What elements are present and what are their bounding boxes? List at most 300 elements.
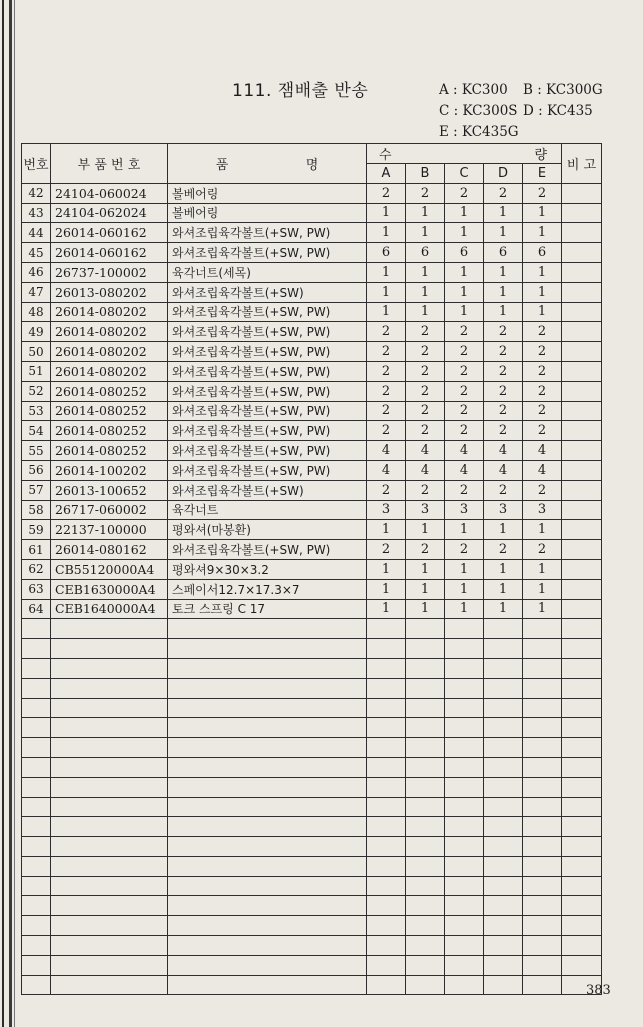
empty-cell	[22, 639, 51, 659]
empty-table-row	[22, 658, 602, 678]
row-qty-d: 2	[484, 540, 523, 560]
empty-cell	[367, 896, 406, 916]
empty-cell	[168, 718, 367, 738]
empty-cell	[406, 955, 445, 975]
row-qty-a: 2	[367, 361, 406, 381]
row-part-name: 와셔조립육각볼트(+SW, PW)	[168, 460, 367, 480]
row-part-name: 와셔조립육각볼트(+SW, PW)	[168, 302, 367, 322]
empty-cell	[51, 718, 168, 738]
row-qty-e: 4	[523, 460, 562, 480]
row-qty-b: 1	[406, 520, 445, 540]
row-no: 44	[22, 223, 51, 243]
empty-cell	[523, 955, 562, 975]
model-c: C : KC300S	[439, 103, 518, 119]
row-qty-b: 2	[406, 480, 445, 500]
row-part-name: 와셔조립육각볼트(+SW)	[168, 480, 367, 500]
row-qty-e: 4	[523, 441, 562, 461]
model-legend-row	[439, 80, 603, 101]
empty-cell	[22, 718, 51, 738]
row-qty-a: 2	[367, 421, 406, 441]
row-part-name: 볼베어링	[168, 183, 367, 203]
empty-cell	[22, 777, 51, 797]
header-col-e: E	[523, 164, 562, 184]
empty-cell	[445, 975, 484, 995]
header-remark: 비 고	[562, 144, 602, 184]
empty-cell	[367, 955, 406, 975]
empty-cell	[22, 896, 51, 916]
empty-cell	[562, 876, 602, 896]
empty-table-row	[22, 639, 602, 659]
row-qty-c: 1	[445, 579, 484, 599]
empty-cell	[51, 837, 168, 857]
row-part-name: 와셔조립육각볼트(+SW, PW)	[168, 342, 367, 362]
empty-cell	[51, 936, 168, 956]
row-qty-c: 2	[445, 381, 484, 401]
row-qty-d: 2	[484, 322, 523, 342]
empty-cell	[445, 718, 484, 738]
empty-cell	[22, 698, 51, 718]
row-part-no: 24104-060024	[51, 183, 168, 203]
row-qty-e: 1	[523, 599, 562, 619]
row-part-no: 26013-080202	[51, 282, 168, 302]
empty-cell	[562, 718, 602, 738]
row-qty-c: 1	[445, 203, 484, 223]
row-qty-a: 2	[367, 183, 406, 203]
row-part-name: 토크 스프링 C 17	[168, 599, 367, 619]
empty-cell	[367, 837, 406, 857]
header-name	[168, 144, 367, 184]
row-qty-b: 2	[406, 322, 445, 342]
row-qty-d: 1	[484, 262, 523, 282]
empty-cell	[562, 797, 602, 817]
row-part-no: 26014-080252	[51, 441, 168, 461]
row-qty-a: 2	[367, 401, 406, 421]
row-remark	[562, 361, 602, 381]
row-part-name: 평와셔(마봉환)	[168, 520, 367, 540]
row-qty-e: 2	[523, 361, 562, 381]
empty-cell	[406, 936, 445, 956]
row-part-name: 평와셔9×30×3.2	[168, 559, 367, 579]
empty-cell	[51, 619, 168, 639]
row-qty-d: 2	[484, 361, 523, 381]
empty-cell	[168, 797, 367, 817]
empty-table-row	[22, 817, 602, 837]
row-part-name: 볼베어링	[168, 203, 367, 223]
empty-cell	[484, 718, 523, 738]
empty-cell	[51, 757, 168, 777]
model-legend-row	[439, 101, 593, 122]
row-qty-a: 2	[367, 342, 406, 362]
row-qty-d: 4	[484, 460, 523, 480]
table-row	[22, 579, 602, 599]
empty-cell	[484, 797, 523, 817]
empty-cell	[484, 837, 523, 857]
row-qty-e: 2	[523, 381, 562, 401]
empty-cell	[51, 639, 168, 659]
row-qty-b: 2	[406, 401, 445, 421]
row-no: 55	[22, 441, 51, 461]
row-qty-c: 2	[445, 322, 484, 342]
row-remark	[562, 441, 602, 461]
row-part-name: 스페이서12.7×17.3×7	[168, 579, 367, 599]
row-qty-b: 1	[406, 282, 445, 302]
empty-cell	[523, 856, 562, 876]
empty-cell	[523, 718, 562, 738]
row-qty-e: 1	[523, 520, 562, 540]
row-part-no: 26717-060002	[51, 500, 168, 520]
table-row	[22, 302, 602, 322]
empty-cell	[406, 856, 445, 876]
row-no: 49	[22, 322, 51, 342]
empty-cell	[484, 698, 523, 718]
row-qty-c: 1	[445, 262, 484, 282]
table-row	[22, 361, 602, 381]
empty-cell	[51, 916, 168, 936]
row-part-no: 26014-080252	[51, 421, 168, 441]
empty-cell	[367, 975, 406, 995]
empty-cell	[51, 797, 168, 817]
row-qty-e: 2	[523, 342, 562, 362]
row-no: 45	[22, 243, 51, 263]
row-part-no: 26014-100202	[51, 460, 168, 480]
row-qty-a: 1	[367, 282, 406, 302]
model-legend-row	[439, 122, 519, 143]
row-qty-c: 1	[445, 302, 484, 322]
row-qty-c: 2	[445, 421, 484, 441]
model-b: B : KC300G	[523, 82, 603, 98]
row-part-no: CB55120000A4	[51, 559, 168, 579]
row-remark	[562, 540, 602, 560]
empty-cell	[406, 837, 445, 857]
empty-cell	[168, 936, 367, 956]
empty-cell	[22, 738, 51, 758]
empty-cell	[51, 658, 168, 678]
row-qty-b: 2	[406, 342, 445, 362]
empty-cell	[367, 856, 406, 876]
row-qty-c: 4	[445, 460, 484, 480]
row-qty-d: 2	[484, 183, 523, 203]
header-col-c: C	[445, 164, 484, 184]
empty-cell	[367, 777, 406, 797]
empty-cell	[562, 738, 602, 758]
empty-cell	[406, 896, 445, 916]
row-qty-c: 3	[445, 500, 484, 520]
row-remark	[562, 223, 602, 243]
empty-cell	[22, 955, 51, 975]
empty-table-row	[22, 837, 602, 857]
row-no: 61	[22, 540, 51, 560]
empty-cell	[51, 975, 168, 995]
empty-cell	[168, 678, 367, 698]
header-qty-right: 량	[534, 148, 548, 163]
row-remark	[562, 579, 602, 599]
table-row	[22, 342, 602, 362]
empty-cell	[445, 797, 484, 817]
empty-cell	[523, 797, 562, 817]
empty-cell	[523, 678, 562, 698]
empty-cell	[523, 639, 562, 659]
empty-table-row	[22, 619, 602, 639]
empty-cell	[523, 698, 562, 718]
empty-cell	[445, 837, 484, 857]
row-qty-a: 2	[367, 322, 406, 342]
row-part-name: 와셔조립육각볼트(+SW, PW)	[168, 223, 367, 243]
empty-cell	[406, 678, 445, 698]
row-remark	[562, 421, 602, 441]
table-row	[22, 203, 602, 223]
empty-cell	[406, 658, 445, 678]
row-no: 56	[22, 460, 51, 480]
row-no: 50	[22, 342, 51, 362]
empty-cell	[22, 757, 51, 777]
binding-edge	[0, 0, 16, 1027]
empty-cell	[406, 639, 445, 659]
row-qty-a: 1	[367, 223, 406, 243]
row-qty-e: 1	[523, 559, 562, 579]
empty-cell	[168, 837, 367, 857]
empty-cell	[523, 896, 562, 916]
empty-table-row	[22, 738, 602, 758]
empty-cell	[484, 876, 523, 896]
empty-cell	[445, 639, 484, 659]
empty-cell	[406, 817, 445, 837]
empty-cell	[367, 817, 406, 837]
row-qty-c: 6	[445, 243, 484, 263]
empty-cell	[51, 955, 168, 975]
empty-cell	[484, 936, 523, 956]
empty-cell	[168, 698, 367, 718]
row-qty-b: 1	[406, 203, 445, 223]
row-part-name: 와셔조립육각볼트(+SW, PW)	[168, 381, 367, 401]
empty-cell	[445, 619, 484, 639]
empty-cell	[406, 619, 445, 639]
row-part-name: 육각너트	[168, 500, 367, 520]
table-row	[22, 540, 602, 560]
row-part-name: 와셔조립육각볼트(+SW, PW)	[168, 243, 367, 263]
row-part-no: 26014-080252	[51, 381, 168, 401]
row-qty-b: 1	[406, 302, 445, 322]
empty-cell	[484, 678, 523, 698]
row-qty-c: 2	[445, 342, 484, 362]
table-row	[22, 599, 602, 619]
row-remark	[562, 500, 602, 520]
empty-cell	[22, 936, 51, 956]
empty-cell	[22, 856, 51, 876]
empty-cell	[562, 837, 602, 857]
empty-cell	[562, 896, 602, 916]
row-qty-e: 1	[523, 203, 562, 223]
empty-cell	[22, 916, 51, 936]
row-qty-e: 1	[523, 223, 562, 243]
row-no: 63	[22, 579, 51, 599]
row-qty-e: 2	[523, 421, 562, 441]
empty-cell	[367, 757, 406, 777]
row-qty-a: 3	[367, 500, 406, 520]
row-qty-b: 6	[406, 243, 445, 263]
table-row	[22, 183, 602, 203]
empty-cell	[168, 817, 367, 837]
row-remark	[562, 302, 602, 322]
row-qty-e: 2	[523, 401, 562, 421]
empty-cell	[445, 817, 484, 837]
header-name-left: 품	[215, 157, 229, 173]
empty-cell	[523, 936, 562, 956]
row-no: 48	[22, 302, 51, 322]
empty-cell	[22, 837, 51, 857]
empty-cell	[484, 639, 523, 659]
parts-table	[21, 143, 602, 995]
empty-cell	[406, 876, 445, 896]
empty-cell	[562, 856, 602, 876]
table-header-row	[22, 144, 602, 164]
row-qty-c: 2	[445, 401, 484, 421]
row-no: 62	[22, 559, 51, 579]
row-no: 59	[22, 520, 51, 540]
empty-cell	[406, 916, 445, 936]
row-part-no: 26014-080202	[51, 302, 168, 322]
row-qty-b: 1	[406, 599, 445, 619]
empty-table-row	[22, 876, 602, 896]
empty-cell	[367, 936, 406, 956]
empty-cell	[367, 678, 406, 698]
row-qty-e: 2	[523, 183, 562, 203]
empty-cell	[367, 619, 406, 639]
row-qty-a: 2	[367, 540, 406, 560]
row-qty-d: 2	[484, 342, 523, 362]
row-qty-d: 1	[484, 223, 523, 243]
row-qty-e: 1	[523, 282, 562, 302]
table-row	[22, 223, 602, 243]
empty-cell	[22, 658, 51, 678]
row-qty-c: 4	[445, 441, 484, 461]
empty-cell	[523, 837, 562, 857]
row-remark	[562, 480, 602, 500]
row-qty-b: 4	[406, 460, 445, 480]
page-title: 111. 잼배출 반송	[232, 81, 369, 101]
empty-cell	[367, 738, 406, 758]
empty-cell	[445, 916, 484, 936]
empty-cell	[523, 876, 562, 896]
empty-cell	[484, 916, 523, 936]
row-part-no: CEB1630000A4	[51, 579, 168, 599]
row-qty-d: 3	[484, 500, 523, 520]
row-qty-a: 1	[367, 302, 406, 322]
empty-table-row	[22, 698, 602, 718]
model-a: A : KC300	[439, 82, 508, 98]
empty-cell	[367, 876, 406, 896]
table-row	[22, 480, 602, 500]
table-row	[22, 322, 602, 342]
empty-cell	[445, 777, 484, 797]
row-remark	[562, 282, 602, 302]
empty-cell	[168, 777, 367, 797]
table-row	[22, 243, 602, 263]
empty-cell	[51, 817, 168, 837]
empty-cell	[406, 797, 445, 817]
empty-cell	[484, 975, 523, 995]
empty-cell	[168, 738, 367, 758]
row-qty-d: 1	[484, 282, 523, 302]
row-qty-a: 6	[367, 243, 406, 263]
empty-cell	[562, 955, 602, 975]
empty-cell	[406, 698, 445, 718]
empty-cell	[562, 698, 602, 718]
empty-cell	[484, 856, 523, 876]
row-qty-e: 1	[523, 262, 562, 282]
empty-cell	[168, 619, 367, 639]
header-qty	[367, 144, 562, 164]
empty-cell	[445, 896, 484, 916]
empty-table-row	[22, 797, 602, 817]
row-qty-b: 2	[406, 540, 445, 560]
row-remark	[562, 342, 602, 362]
empty-cell	[523, 777, 562, 797]
row-qty-c: 2	[445, 540, 484, 560]
header-part-no: 부 품 번 호	[51, 144, 168, 184]
empty-cell	[484, 896, 523, 916]
empty-table-row	[22, 777, 602, 797]
row-no: 42	[22, 183, 51, 203]
empty-cell	[168, 876, 367, 896]
row-remark	[562, 559, 602, 579]
row-qty-b: 2	[406, 421, 445, 441]
empty-cell	[406, 757, 445, 777]
row-part-name: 와셔조립육각볼트(+SW, PW)	[168, 322, 367, 342]
empty-cell	[445, 698, 484, 718]
row-qty-e: 2	[523, 540, 562, 560]
empty-cell	[168, 757, 367, 777]
page-number: 383	[586, 983, 611, 998]
empty-cell	[22, 975, 51, 995]
empty-cell	[523, 738, 562, 758]
empty-cell	[367, 797, 406, 817]
row-remark	[562, 262, 602, 282]
empty-table-row	[22, 955, 602, 975]
empty-cell	[523, 916, 562, 936]
empty-cell	[22, 876, 51, 896]
row-qty-d: 1	[484, 520, 523, 540]
empty-table-row	[22, 678, 602, 698]
row-qty-a: 4	[367, 441, 406, 461]
row-qty-a: 1	[367, 520, 406, 540]
empty-table-row	[22, 896, 602, 916]
empty-cell	[406, 975, 445, 995]
row-part-name: 와셔조립육각볼트(+SW, PW)	[168, 540, 367, 560]
row-no: 52	[22, 381, 51, 401]
row-qty-e: 3	[523, 500, 562, 520]
header-col-d: D	[484, 164, 523, 184]
table-row	[22, 421, 602, 441]
row-remark	[562, 460, 602, 480]
empty-table-row	[22, 718, 602, 738]
row-qty-d: 1	[484, 559, 523, 579]
empty-cell	[445, 738, 484, 758]
row-remark	[562, 183, 602, 203]
table-row	[22, 381, 602, 401]
row-qty-e: 6	[523, 243, 562, 263]
model-legend	[439, 80, 603, 143]
row-no: 51	[22, 361, 51, 381]
empty-cell	[22, 619, 51, 639]
row-qty-d: 1	[484, 579, 523, 599]
row-qty-b: 1	[406, 262, 445, 282]
model-e: E : KC435G	[439, 124, 519, 140]
empty-table-row	[22, 975, 602, 995]
empty-cell	[367, 698, 406, 718]
row-part-no: 26013-100652	[51, 480, 168, 500]
empty-cell	[367, 639, 406, 659]
row-part-no: 26014-080202	[51, 322, 168, 342]
